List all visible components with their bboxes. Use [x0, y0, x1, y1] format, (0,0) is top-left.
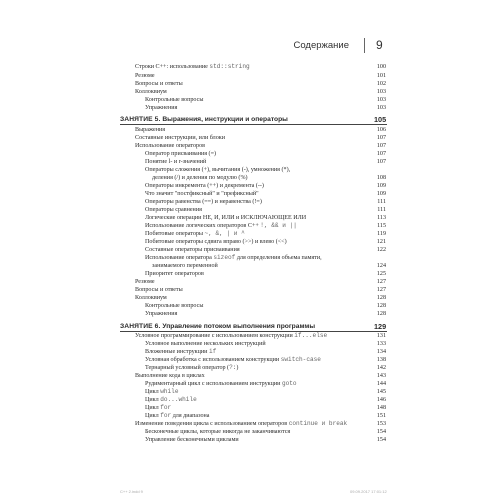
toc-entry-text: Выполнение кода в циклах [135, 373, 205, 379]
toc-entry-title [145, 396, 197, 404]
toc-entry-code: for [160, 412, 172, 419]
toc-entry-text: Логические операции НЕ, И, ИЛИ и ИСКЛЮЧАЮЩЕЕ ИЛИ [145, 215, 307, 221]
toc-entry [0, 436, 500, 444]
toc-entry [0, 134, 500, 142]
toc-entry [0, 126, 500, 134]
toc-entry [0, 63, 500, 71]
toc-entry [0, 404, 500, 412]
toc-entry-text: Приоритет операторов [145, 271, 204, 277]
toc-entry-text: Упражнения [145, 105, 178, 111]
toc-entry-text: Понятие l- и r-значений [145, 159, 207, 165]
toc-page-number: 103 [376, 105, 386, 111]
toc-entry [0, 262, 500, 270]
toc-entry-title [145, 150, 216, 158]
toc-page-number: 143 [376, 373, 386, 379]
toc-entry-text: Операторы сравнения [145, 207, 202, 213]
toc-entry-text: Тернарный условный оператор ( [145, 365, 230, 371]
toc-entry-text: Операторы сложения (+), вычитания (-), умножения (*), [145, 167, 291, 173]
toc-entry [0, 340, 500, 348]
toc-entry-text: Использование операторов [135, 143, 206, 149]
toc-entry-title [145, 388, 178, 396]
toc-entry [0, 302, 500, 310]
toc-entry-title [145, 302, 203, 310]
toc-page-number: 113 [377, 215, 386, 221]
toc-entry-text: Контрольные вопросы [145, 97, 204, 103]
toc-entry-text: Коллоквиум [135, 295, 167, 301]
toc-entry-text: Бесконечные циклы, которые никогда не заканчиваются [145, 429, 291, 435]
toc-entry-code: sizeof [213, 254, 236, 261]
toc-entry-title [145, 238, 287, 246]
toc-entry-code: ?: [229, 364, 237, 371]
toc-page-number: 119 [377, 231, 386, 237]
toc-entry [0, 158, 500, 166]
toc-entry [0, 380, 500, 388]
toc-entry-code: switch-case [280, 356, 321, 363]
toc-page-number: 131 [376, 333, 386, 339]
toc-entry-title [135, 126, 165, 134]
toc-entry-title [145, 222, 297, 230]
toc-entry-text: Побитовые операторы сдвига вправо (>>) и влево (<<) [145, 239, 287, 245]
toc-entry [0, 254, 500, 262]
toc-page-number: 107 [376, 159, 386, 165]
toc-page-number: 124 [376, 263, 386, 269]
toc-entry [0, 294, 500, 302]
toc-page-number: 146 [376, 397, 386, 403]
toc-entry-text: Строки C++: использование [135, 64, 210, 70]
toc-entry-code: for [160, 404, 172, 411]
toc-entry-text-suffix: ) [236, 365, 239, 371]
toc-entry [0, 214, 500, 222]
toc-entry-title [135, 294, 167, 302]
toc-page-number: 127 [376, 279, 386, 285]
toc-page-number: 128 [376, 303, 386, 309]
toc-page-number: 128 [376, 311, 386, 317]
toc-entry-text: Рудиментарный цикл с использованием инструкции [145, 381, 282, 387]
toc-page-number: 134 [376, 349, 386, 355]
toc-entry [0, 150, 500, 158]
toc-entry-title [145, 166, 290, 174]
toc-entry-title [145, 254, 322, 262]
toc-entry-text: Управление бесконечными циклами [145, 437, 239, 443]
toc-entry-code: ~, &, | и ^ [204, 230, 245, 237]
toc-entry-title [145, 246, 240, 254]
toc-entry-text: занимаемого переменной [152, 263, 218, 269]
toc-page-number: 154 [376, 437, 386, 443]
toc-entry-text-suffix: для диапазона [171, 413, 210, 419]
toc-page-number: 107 [376, 143, 386, 149]
toc-entry [0, 222, 500, 230]
toc-entry [0, 246, 500, 254]
toc-entry-text: Побитовые операторы [145, 231, 205, 237]
footer-timestamp: 09.09.2017 17:01:12 [350, 489, 387, 494]
toc-entry-text: Составные операторы присваивания [145, 247, 240, 253]
toc-entry-text: Что значит "постфиксный" и "префиксный" [145, 191, 259, 197]
toc-entry-title [145, 348, 216, 356]
toc-entry-text-suffix: для определения объема памяти, [235, 255, 322, 261]
toc-entry [0, 104, 500, 112]
toc-lesson-heading [0, 116, 500, 124]
toc-entry-text: Оператор присваивания (=) [145, 151, 217, 157]
toc-page-number: 111 [377, 199, 386, 205]
toc-page-number: 107 [376, 151, 386, 157]
toc-entry [0, 238, 500, 246]
toc-page-number: 103 [376, 89, 386, 95]
toc-entry-title [135, 134, 225, 142]
lesson-label: ЗАНЯТИЕ 5. [120, 116, 161, 123]
toc-entry [0, 80, 500, 88]
toc-entry-text: Вопросы и ответы [135, 287, 183, 293]
toc-entry-title [145, 340, 266, 348]
toc-entry-title [135, 332, 327, 340]
toc-page-number: 106 [376, 127, 386, 133]
toc-entry-code: while [160, 388, 179, 395]
page-number: 9 [376, 38, 383, 52]
toc-page-number: 154 [376, 429, 386, 435]
toc-entry-text: Цикл [145, 397, 161, 403]
toc-entry-text: Использование логических операторов C++ [145, 223, 261, 229]
toc-page-number: 109 [376, 183, 386, 189]
toc-entry [0, 270, 500, 278]
lesson-heading-rule [120, 124, 387, 125]
toc-entry-title [135, 420, 347, 428]
toc-entry-title [120, 323, 315, 331]
toc-entry [0, 420, 500, 428]
toc-entry-title [145, 270, 204, 278]
toc-entry-title [145, 230, 245, 238]
toc-entry-text: Условное программирование с использованием конструкции [135, 333, 295, 339]
toc-entry-title [135, 63, 250, 71]
toc-entry [0, 72, 500, 80]
toc-page-number: 142 [376, 365, 386, 371]
footer-file-name: C++ 2.indd 9 [120, 489, 143, 494]
toc-entry [0, 388, 500, 396]
toc-entry-title [135, 278, 155, 286]
toc-page-number: 122 [376, 247, 386, 253]
toc-entry [0, 88, 500, 96]
toc-page-number: 121 [376, 239, 386, 245]
lesson-title: Выражения, инструкции и операторы [162, 116, 288, 123]
toc-entry [0, 190, 500, 198]
toc-page-number: 101 [376, 73, 386, 79]
toc-entry-title [145, 190, 259, 198]
toc-page-number: 102 [376, 81, 386, 87]
toc-entry-title [135, 142, 205, 150]
toc-lesson-heading [0, 323, 500, 331]
toc-entry [0, 230, 500, 238]
toc-page-number: 138 [376, 357, 386, 363]
toc-entry-text: Цикл [145, 389, 161, 395]
toc-page-number: 127 [376, 287, 386, 293]
toc-entry-title [145, 364, 238, 372]
toc-entry-title [145, 310, 177, 318]
toc-entry-text: Вложенные инструкции [145, 349, 209, 355]
toc-entry-title [135, 72, 155, 80]
toc-entry-code: std::string [209, 63, 250, 70]
toc-entry [0, 412, 500, 420]
toc-page-number: 103 [376, 97, 386, 103]
toc-page-number: 133 [376, 341, 386, 347]
toc-entry-text: Выражения [135, 127, 166, 133]
toc-entry-title [145, 436, 239, 444]
toc-entry-title [145, 412, 210, 420]
toc-entry-text: Составные инструкции, или блоки [135, 135, 225, 141]
toc-entry [0, 182, 500, 190]
toc-page-number: 129 [374, 322, 387, 331]
toc-entry-title [145, 214, 306, 222]
toc-entry [0, 348, 500, 356]
toc-entry [0, 166, 500, 174]
toc-entry-title [152, 262, 218, 270]
toc-entry-text: Операторы равенства (==) и неравенства (!=) [145, 199, 262, 205]
toc-page-number: 125 [376, 271, 386, 277]
toc-page-number: 105 [374, 115, 387, 124]
toc-entry [0, 286, 500, 294]
toc-page-number: 115 [377, 223, 386, 229]
lesson-title: Управление потоком выполнения программы [162, 323, 316, 330]
toc-page-number: 153 [376, 421, 386, 427]
toc-entry-text: деления (/) и деления по модулю (%) [152, 175, 248, 181]
toc-entry [0, 278, 500, 286]
toc-entry-title [145, 96, 203, 104]
toc-entry [0, 142, 500, 150]
toc-entry [0, 396, 500, 404]
toc-entry-text: Использование оператора [145, 255, 214, 261]
toc-entry [0, 96, 500, 104]
toc-entry-code: if...else [294, 332, 328, 339]
toc-page-number: 148 [376, 405, 386, 411]
toc-entry-title [145, 158, 206, 166]
toc-entry-code: !, && и || [260, 222, 297, 229]
toc-page-number: 111 [377, 207, 386, 213]
toc-entry-title [135, 80, 183, 88]
toc-page-number: 108 [376, 175, 386, 181]
toc-entry-title [145, 356, 321, 364]
lesson-label: ЗАНЯТИЕ 6. [120, 323, 161, 330]
toc-entry [0, 206, 500, 214]
toc-entry-code: if [208, 348, 217, 355]
toc-page-number: 144 [376, 381, 386, 387]
toc-page-number: 151 [376, 413, 386, 419]
toc-entry-text: Изменение поведения цикла с использованием операторов [135, 421, 289, 427]
toc-page-number: 109 [376, 191, 386, 197]
toc-entry-text: Резюме [135, 279, 155, 285]
toc-entry [0, 198, 500, 206]
toc-entry [0, 356, 500, 364]
toc-entry-text: Упражнения [145, 311, 178, 317]
toc-entry-text: Резюме [135, 73, 155, 79]
toc-entry-text: Цикл [145, 413, 161, 419]
toc-entry [0, 310, 500, 318]
toc-entry-code: continue и break [288, 420, 348, 427]
toc-entry-title [135, 88, 167, 96]
toc-entry-title [145, 104, 177, 112]
toc-page-number: 100 [376, 64, 386, 70]
toc-entry [0, 372, 500, 380]
toc-entry-text: Операторы инкремента (++) и декремента (--) [145, 183, 264, 189]
toc-page-number: 107 [376, 135, 386, 141]
running-header-title: Содержание [293, 40, 349, 51]
toc-entry-title [145, 428, 290, 436]
toc-entry-code: do...while [160, 396, 197, 403]
toc-entry [0, 428, 500, 436]
toc-entry-title [152, 174, 248, 182]
toc-entry-title [120, 116, 288, 124]
toc-entry-code: goto [281, 380, 297, 387]
toc-entry-text: Коллоквиум [135, 89, 167, 95]
toc-page-number: 145 [376, 389, 386, 395]
toc-entry [0, 332, 500, 340]
toc-entry-title [145, 206, 202, 214]
toc-entry-text: Условная обработка с использованием конструкции [145, 357, 281, 363]
toc-entry-title [145, 182, 264, 190]
toc-entry [0, 174, 500, 182]
toc-entry-text: Условное выполнение нескольких инструкций [145, 341, 266, 347]
toc-entry-text: Вопросы и ответы [135, 81, 183, 87]
toc-entry-title [145, 198, 262, 206]
toc-page-number: 128 [376, 295, 386, 301]
toc-entry-text: Цикл [145, 405, 161, 411]
toc-entry-text: Контрольные вопросы [145, 303, 204, 309]
toc-entry-title [135, 286, 183, 294]
toc-entry-title [145, 380, 297, 388]
toc-entry-title [145, 404, 171, 412]
toc-entry [0, 364, 500, 372]
toc-entry-title [135, 372, 205, 380]
